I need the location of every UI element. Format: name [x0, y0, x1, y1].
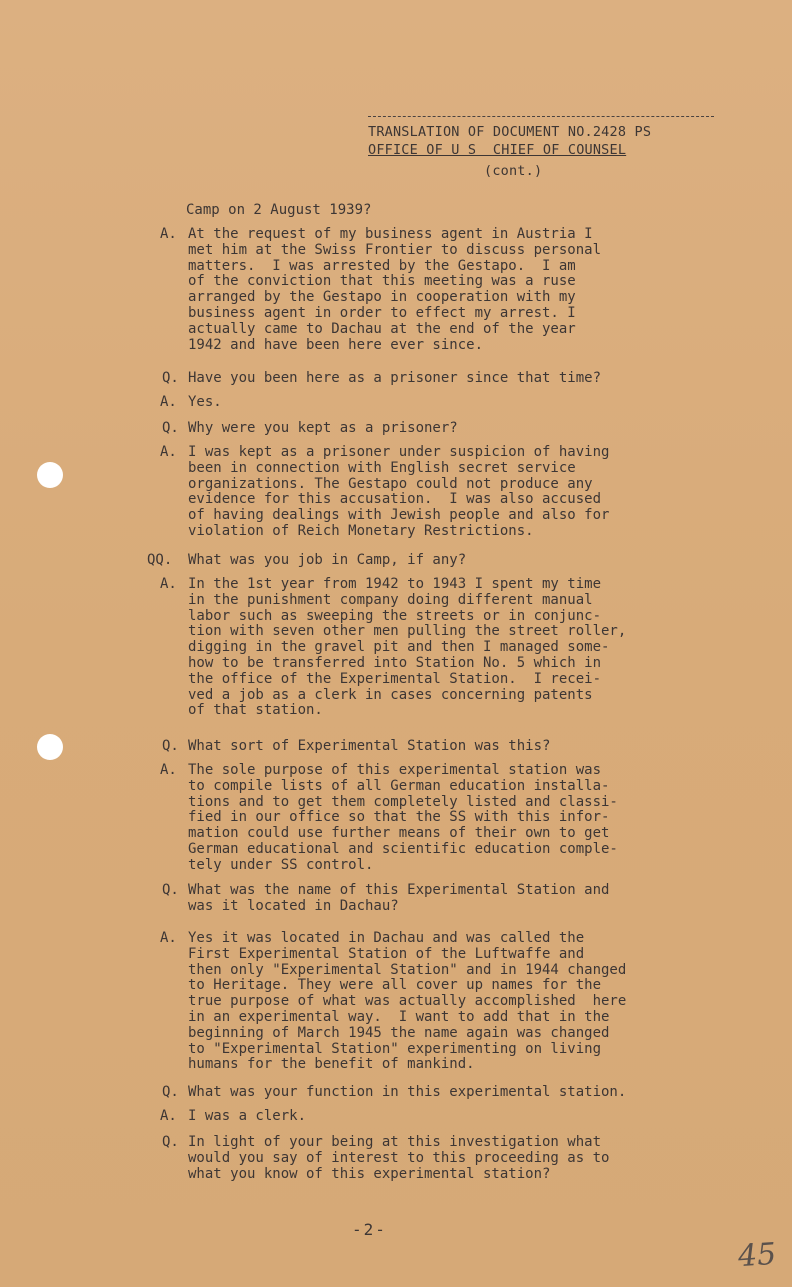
- answer-label: A.: [160, 226, 177, 242]
- answer-text-line: tions and to get them completely listed and classi-: [188, 793, 618, 810]
- office-title: OFFICE OF U S CHIEF OF COUNSEL: [368, 142, 627, 158]
- answer-text-line: humans for the benefit of mankind.: [188, 1056, 475, 1073]
- question-label: Q.: [162, 1134, 179, 1150]
- answer-text-line: ved a job as a clerk in cases concerning patents: [188, 686, 593, 703]
- handwritten-page-number: 45: [736, 1236, 778, 1275]
- header-rule: [368, 116, 714, 117]
- answer-text-line: then only "Experimental Station" and in 1944 changed: [188, 961, 627, 978]
- question-label: Q.: [162, 738, 179, 754]
- question-text-line: Why were you kept as a prisoner?: [188, 420, 458, 436]
- answer-text-line: German educational and scientific education comple-: [188, 841, 618, 857]
- question-text-line: In light of your being at this investigation what: [188, 1134, 602, 1150]
- answer-text-line: Yes.: [188, 394, 222, 410]
- punch-hole-top: [37, 462, 63, 488]
- answer-text-line: I was a clerk.: [188, 1108, 307, 1124]
- answer-text-line: mation could use further means of their own to get: [188, 825, 610, 842]
- answer-label: A.: [160, 576, 177, 592]
- answer-text-line: 1942 and have been here ever since.: [188, 336, 484, 353]
- answer-text-line: met him at the Swiss Frontier to discuss personal: [188, 241, 602, 258]
- question-text-line: what you know of this experimental station?: [188, 1165, 551, 1182]
- answer-text-line: business agent in order to effect my arrest. I: [188, 305, 576, 321]
- punch-hole-bottom: [37, 734, 63, 760]
- answer-text-line: In the 1st year from 1942 to 1943 I spent my time: [188, 576, 602, 592]
- answer-text-line: to Heritage. They were all cover up names for the: [188, 977, 602, 994]
- question-label: Q.: [162, 1084, 179, 1100]
- answer-text-line: beginning of March 1945 the name again was changed: [188, 1024, 610, 1041]
- answer-text-line: digging in the gravel pit and then I managed some-: [188, 639, 610, 656]
- answer-text-line: At the request of my business agent in Austria I: [188, 226, 593, 242]
- answer-text-line: actually came to Dachau at the end of the year: [188, 320, 576, 337]
- answer-text-line: of that station.: [188, 702, 323, 719]
- answer-label: A.: [160, 444, 177, 460]
- answer-text-line: evidence for this accusation. I was also accused: [188, 491, 602, 508]
- answer-text-line: tion with seven other men pulling the street roller,: [188, 623, 627, 640]
- answer-text-line: to "Experimental Station" experimenting on living: [188, 1040, 602, 1057]
- answer-text-line: true purpose of what was actually accomplished here: [188, 993, 627, 1010]
- answer-label: A.: [160, 1108, 177, 1124]
- answer-text-line: of having dealings with Jewish people and also for: [188, 507, 610, 524]
- answer-text-line: the office of the Experimental Station. I recei-: [188, 670, 602, 687]
- answer-label: A.: [160, 930, 177, 946]
- question-text-line: would you say of interest to this proceeding as to: [188, 1149, 610, 1166]
- answer-label: A.: [160, 762, 177, 778]
- question-text-line: What was the name of this Experimental Station and: [188, 882, 610, 898]
- answer-text-line: Yes it was located in Dachau and was called the: [188, 930, 585, 946]
- answer-text-line: labor such as sweeping the streets or in conjunc-: [188, 607, 602, 624]
- continued-note: (cont.): [484, 163, 543, 179]
- answer-text-line: arranged by the Gestapo in cooperation with my: [188, 289, 576, 306]
- answer-text-line: fied in our office so that the SS with this infor-: [188, 809, 610, 826]
- intro-line: Camp on 2 August 1939?: [186, 202, 372, 218]
- page-number: -2-: [352, 1220, 387, 1239]
- answer-text-line: of the conviction that this meeting was a ruse: [188, 273, 576, 290]
- answer-label: A.: [160, 394, 177, 410]
- answer-text-line: to compile lists of all German education installa-: [188, 777, 610, 794]
- question-text-line: What was your function in this experimental station.: [188, 1084, 627, 1100]
- answer-text-line: how to be transferred into Station No. 5 which in: [188, 655, 602, 671]
- question-label: Q.: [162, 882, 179, 898]
- question-label: QQ.: [147, 552, 173, 568]
- answer-text-line: The sole purpose of this experimental station was: [188, 762, 602, 778]
- answer-text-line: in an experimental way. I want to add that in the: [188, 1009, 610, 1025]
- question-text-line: What was you job in Camp, if any?: [188, 552, 467, 568]
- question-label: Q.: [162, 370, 179, 386]
- question-text-line: What sort of Experimental Station was this?: [188, 738, 551, 754]
- answer-text-line: I was kept as a prisoner under suspicion of having: [188, 444, 610, 460]
- question-label: Q.: [162, 420, 179, 436]
- answer-text-line: matters. I was arrested by the Gestapo. I am: [188, 257, 576, 274]
- answer-text-line: tely under SS control.: [188, 856, 374, 873]
- answer-text-line: in the punishment company doing different manual: [188, 591, 593, 608]
- answer-text-line: organizations. The Gestapo could not produce any: [188, 475, 593, 492]
- question-text-line: Have you been here as a prisoner since that time?: [188, 370, 602, 386]
- answer-text-line: been in connection with English secret service: [188, 459, 576, 476]
- document-title: TRANSLATION OF DOCUMENT NO.2428 PS: [368, 124, 652, 140]
- answer-text-line: violation of Reich Monetary Restrictions.: [188, 523, 534, 539]
- answer-text-line: First Experimental Station of the Luftwaffe and: [188, 945, 585, 962]
- question-text-line: was it located in Dachau?: [188, 897, 399, 914]
